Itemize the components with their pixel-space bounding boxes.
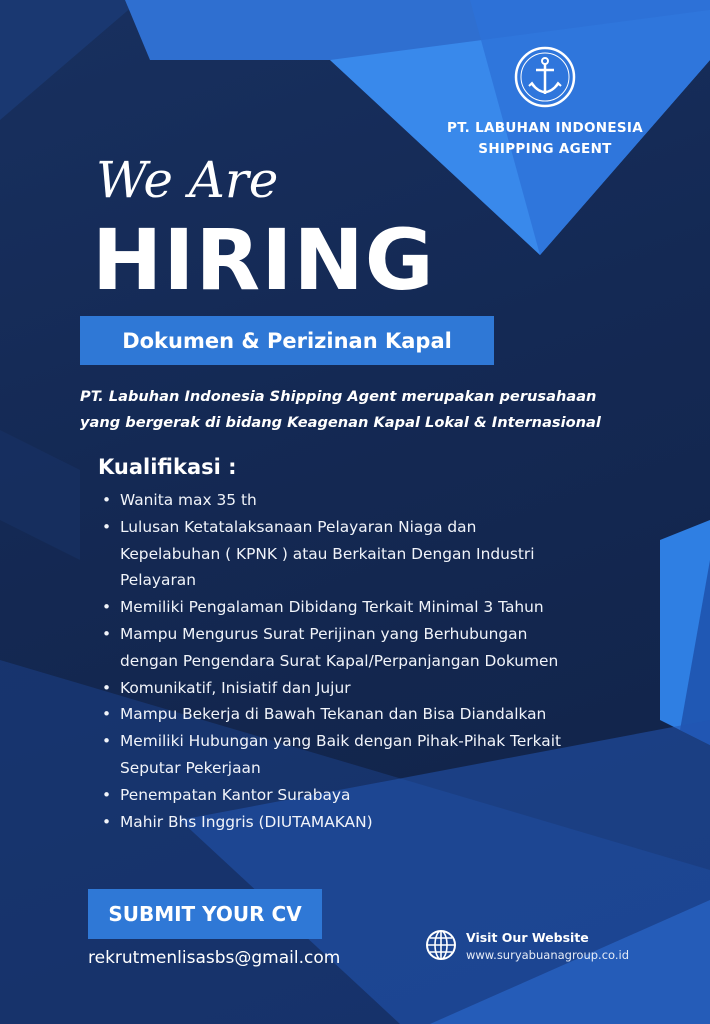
qualifications-title: Kualifikasi : xyxy=(98,455,237,479)
qualification-text: Wanita max 35 th xyxy=(120,491,257,509)
website-title: Visit Our Website xyxy=(466,930,589,945)
contact-email[interactable]: rekrutmenlisasbs@gmail.com xyxy=(88,948,341,968)
submit-cv-button[interactable] xyxy=(88,889,322,939)
qualification-text: Lulusan Ketatalaksanaan Pelayaran Niaga dan xyxy=(120,517,477,536)
company-name-line2: SHIPPING AGENT xyxy=(478,141,612,157)
bullet-icon: • xyxy=(102,517,112,536)
position-title: Dokumen & Perizinan Kapal xyxy=(122,328,452,353)
website-link[interactable]: www.suryabuanagroup.co.id xyxy=(466,948,630,962)
qualification-text: Seputar Pekerjaan xyxy=(120,758,261,777)
qualification-item xyxy=(100,728,620,782)
company-name-line1: PT. LABUHAN INDONESIA xyxy=(447,120,643,136)
anchor-icon xyxy=(514,46,576,108)
qualification-item xyxy=(100,701,620,728)
bullet-icon: • xyxy=(102,732,112,751)
bullet-icon: • xyxy=(102,705,112,724)
bullet-icon: • xyxy=(102,598,112,617)
we-are-heading: We Are xyxy=(96,151,279,209)
bullet-icon: • xyxy=(102,812,112,831)
qualification-text: Mampu Bekerja di Bawah Tekanan dan Bisa Diandalkan xyxy=(120,705,547,724)
qualification-item xyxy=(100,621,620,675)
qualification-text: Komunikatif, Inisiatif dan Jujur xyxy=(120,678,351,697)
position-banner xyxy=(80,316,494,365)
qualification-item xyxy=(100,594,620,621)
bullet-icon: • xyxy=(102,491,112,509)
bullet-icon: • xyxy=(102,678,112,697)
intro-line1: PT. Labuhan Indonesia Shipping Agent merupakan perusahaan xyxy=(80,388,597,405)
hiring-heading: HIRING xyxy=(92,211,435,309)
qualification-item xyxy=(100,487,620,514)
qualification-item xyxy=(100,514,620,594)
company-intro xyxy=(80,384,680,436)
bullet-icon: • xyxy=(102,785,112,804)
qualification-text: Memiliki Pengalaman Dibidang Terkait Minimal 3 Tahun xyxy=(120,598,544,617)
qualification-text: Mahir Bhs Inggris (DIUTAMAKAN) xyxy=(120,812,373,831)
qualification-text: Mampu Mengurus Surat Perijinan yang Berhubungan xyxy=(120,624,528,643)
qualifications-list xyxy=(100,487,620,835)
globe-icon xyxy=(425,929,457,961)
qualification-text: Kepelabuhan ( KPNK ) atau Berkaitan Dengan Industri xyxy=(120,544,535,563)
qualification-text: dengan Pengendara Surat Kapal/Perpanjangan Dokumen xyxy=(120,651,559,670)
company-name xyxy=(440,118,650,160)
qualification-text: Penempatan Kantor Surabaya xyxy=(120,785,351,804)
submit-cv-label: SUBMIT YOUR CV xyxy=(108,902,302,926)
qualification-text: Pelayaran xyxy=(120,571,196,590)
bullet-icon: • xyxy=(102,624,112,643)
qualification-item xyxy=(100,809,620,836)
intro-line2: yang bergerak di bidang Keagenan Kapal Lokal & Internasional xyxy=(80,414,601,431)
qualification-item xyxy=(100,675,620,702)
qualification-item xyxy=(100,782,620,809)
qualification-text: Memiliki Hubungan yang Baik dengan Pihak-Pihak Terkait xyxy=(120,732,562,751)
